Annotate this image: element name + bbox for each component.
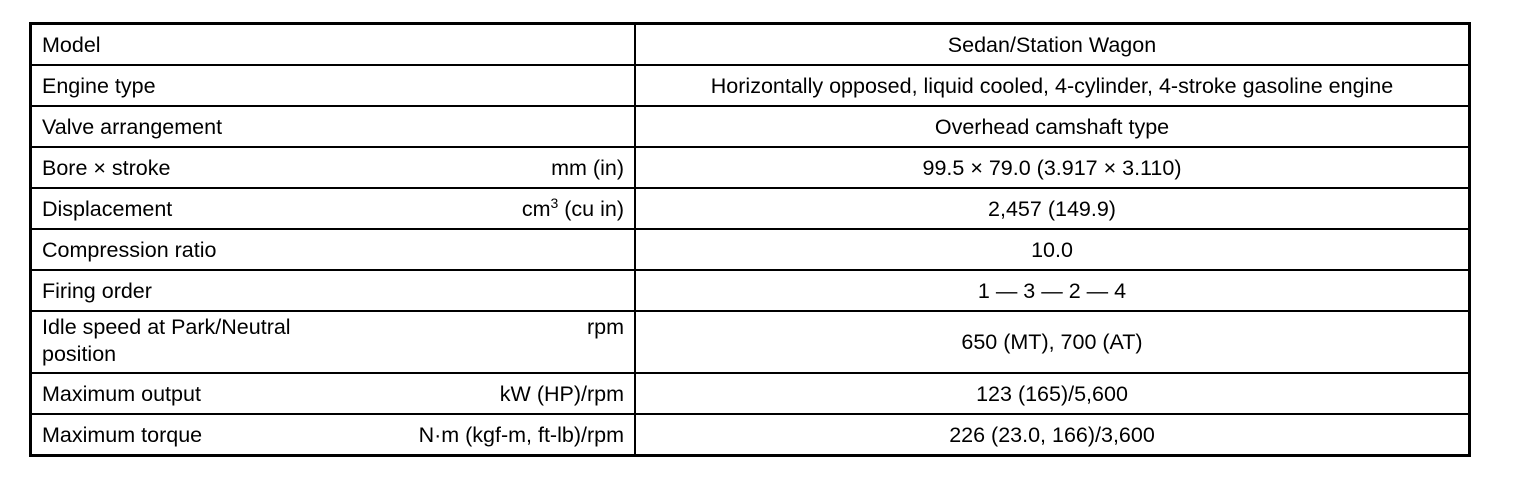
table-row-maximum-output	[31, 373, 1470, 414]
row-value: 650 (MT), 700 (AT)	[635, 311, 1470, 373]
table-row-firing-order	[31, 270, 1470, 311]
row-value: 1 — 3 — 2 — 4	[635, 270, 1470, 311]
row-label-cell	[31, 414, 636, 456]
row-label: Maximum torque	[42, 422, 203, 447]
row-value: 2,457 (149.9)	[635, 188, 1470, 229]
row-value: Sedan/Station Wagon	[635, 24, 1470, 66]
row-label-cell	[31, 311, 636, 373]
row-label-cell	[31, 65, 636, 106]
engine-spec-table	[29, 22, 1471, 457]
table-row-maximum-torque	[31, 414, 1470, 456]
row-label: Maximum output	[42, 381, 201, 406]
unit-prefix: cm	[521, 196, 551, 221]
row-label-cell	[31, 229, 636, 270]
row-label: Model	[42, 32, 101, 57]
row-label: Compression ratio	[42, 237, 217, 262]
table-row-model	[31, 24, 1470, 66]
row-label: Engine type	[42, 73, 156, 98]
row-label: Idle speed at Park/Neutral position	[42, 315, 291, 366]
row-label-cell	[31, 24, 636, 66]
row-unit: rpm	[586, 315, 624, 339]
table-row-bore-stroke	[31, 147, 1470, 188]
row-label-cell	[31, 373, 636, 414]
row-unit: mm (in)	[551, 155, 624, 180]
row-value: 226 (23.0, 166)/3,600	[635, 414, 1470, 456]
table-row-engine-type	[31, 65, 1470, 106]
unit-superscript: 3	[550, 194, 559, 211]
table-row-compression-ratio	[31, 229, 1470, 270]
unit-suffix: (cu in)	[558, 196, 624, 221]
row-label-cell	[31, 188, 636, 229]
row-unit	[522, 196, 624, 222]
row-label: Bore × stroke	[42, 155, 171, 180]
row-value: Overhead camshaft type	[635, 106, 1470, 147]
row-label-cell	[31, 106, 636, 147]
row-label: Displacement	[42, 196, 173, 221]
row-label: Firing order	[42, 278, 152, 303]
row-label: Valve arrangement	[42, 114, 223, 139]
row-value: 99.5 × 79.0 (3.917 × 3.110)	[635, 147, 1470, 188]
row-unit: kW (HP)/rpm	[499, 381, 624, 406]
row-value: 123 (165)/5,600	[635, 373, 1470, 414]
row-value: Horizontally opposed, liquid cooled, 4-cylinder, 4-stroke gasoline engine	[635, 65, 1470, 106]
table-row-displacement	[31, 188, 1470, 229]
row-label-cell	[31, 270, 636, 311]
row-value: 10.0	[635, 229, 1470, 270]
table-row-valve-arrangement	[31, 106, 1470, 147]
row-unit: N·m (kgf-m, ft-lb)/rpm	[418, 422, 624, 447]
row-label-cell	[31, 147, 636, 188]
table-row-idle-speed	[31, 311, 1470, 373]
